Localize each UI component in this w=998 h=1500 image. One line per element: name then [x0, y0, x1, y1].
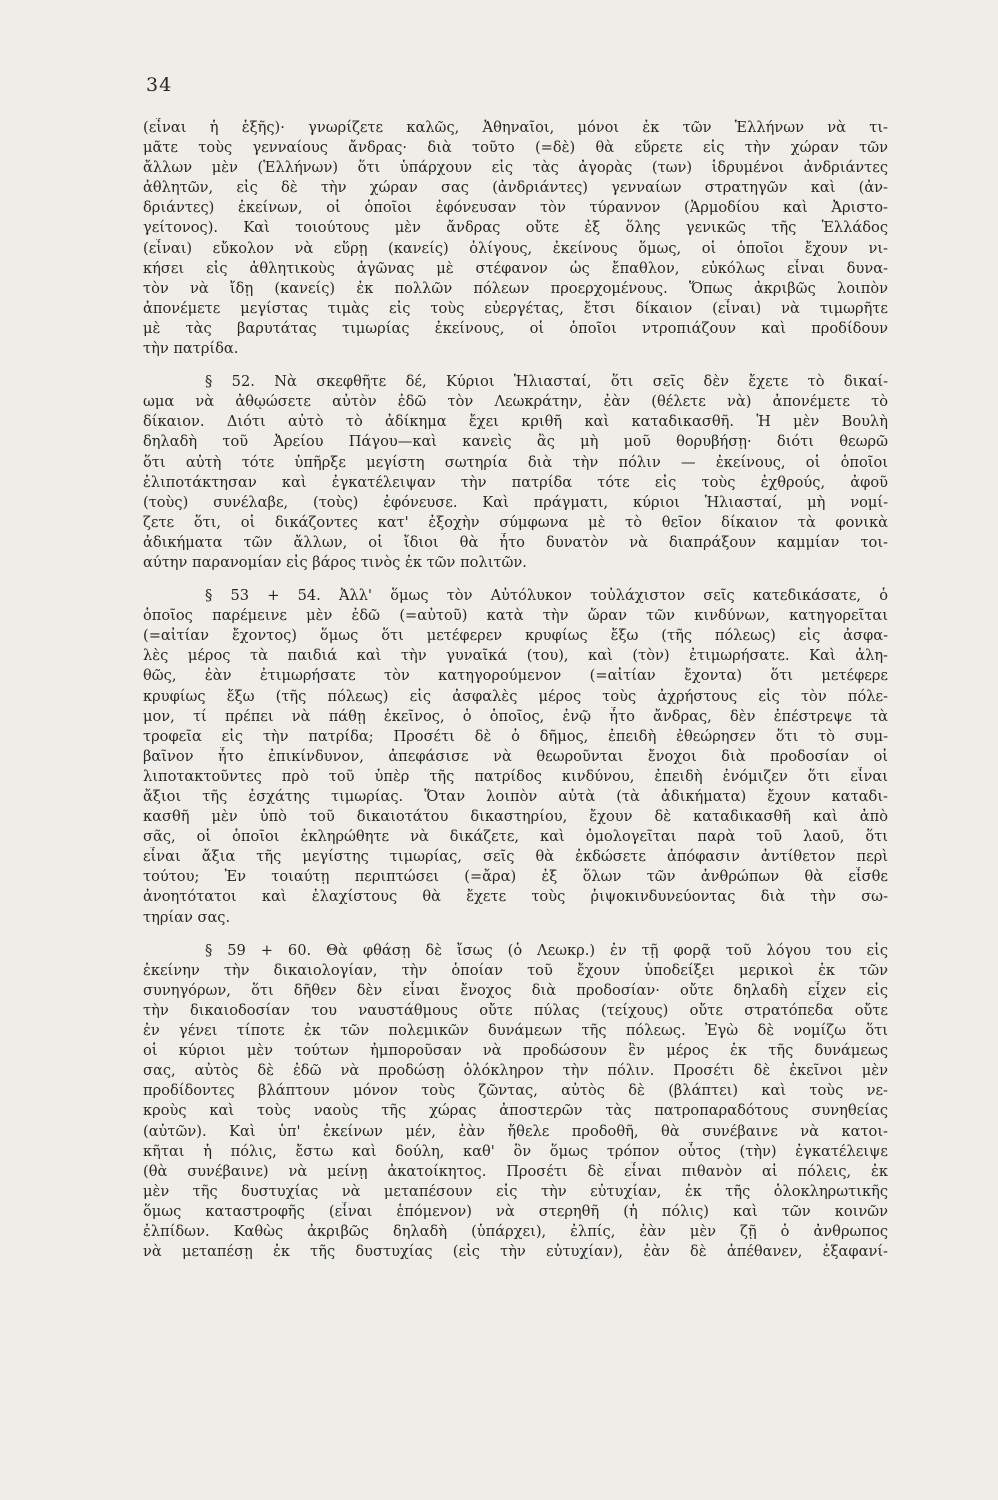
text-line: θῶς, ἐὰν ἐτιμωρήσατε τὸν κατηγορούμενον (=αἰτίαν ἔχοντα) ὅτι μετέφερε: [143, 667, 888, 685]
text-line: κῆται ἡ πόλις, ἔστω καὶ δούλη, καθ' ὃν ὅμως τρόπον οὗτος (τὴν) ἐγκατέλειψε: [143, 1142, 888, 1160]
text-line: ὅμως καταστροφῆς (εἶναι ἑπόμενον) νὰ στερηθῆ (ἡ πόλις) καὶ τῶν κοινῶν: [143, 1202, 888, 1220]
text-line: δριάντες) ἐκείνων, οἱ ὁποῖοι ἐφόνευσαν τὸν τύραννον (Ἁρμοδίου καὶ Ἀριστο-: [143, 199, 888, 217]
text-line: κήσει εἰς ἀθλητικοὺς ἀγῶνας μὲ στέφανον ὡς ἔπαθλον, εὐκόλως εἶναι δυνα-: [143, 259, 888, 277]
text-line: § 59 + 60. Θὰ φθάσῃ δὲ ἴσως (ὁ Λεωκρ.) ἐν τῇ φορᾷ τοῦ λόγου του εἰς: [205, 941, 888, 959]
text-line: ἄλλων μὲν (Ἑλλήνων) ὅτι ὑπάρχουν εἰς τὰς ἀγορὰς (των) ἱδρυμένοι ἀνδριάντες: [143, 159, 888, 177]
text-line: § 53 + 54. Ἀλλ' ὅμως τὸν Αὐτόλυκον τοὐλάχιστον σεῖς κατεδικάσατε, ὁ: [205, 587, 888, 605]
text-line: τηρίαν σας.: [143, 908, 231, 926]
page-number: 34: [146, 74, 173, 96]
paragraph-intro: [143, 118, 888, 359]
text-line: κρυφίως ἔξω (τῆς πόλεως) εἰς ἀσφαλὲς μέρος τοὺς ἀχρήστους εἰς τὸν πόλε-: [143, 687, 888, 705]
text-line: τροφεῖα εἰς τὴν πατρίδα; Προσέτι δὲ ὁ δῆμος, ἐπειδὴ ἐθεώρησεν ὅτι τὸ συμ-: [143, 727, 888, 745]
text-line: δίκαιον. Διότι αὐτὸ τὸ ἀδίκημα ἔχει κριθῆ καὶ καταδικασθῆ. Ἡ μὲν Βουλὴ: [143, 413, 888, 431]
text-line: (εἶναι ἡ ἑξῆς)· γνωρίζετε καλῶς, Ἀθηναῖοι, μόνοι ἐκ τῶν Ἑλλήνων νὰ τι-: [143, 119, 888, 136]
text-line: ἐλιποτάκτησαν καὶ ἐγκατέλειψαν τὴν πατρίδα τότε εἰς τοὺς ἐχθρούς, ἀφοῦ: [143, 473, 888, 491]
text-line: τὸν νὰ ἴδῃ (κανείς) ἐκ πολλῶν πόλεων προερχομένους. Ὅπως ἀκριβῶς λοιπὸν: [143, 279, 888, 297]
paragraph-section-52: [143, 372, 888, 573]
page-body: [143, 118, 888, 1262]
text-line: αύτην παρανομίαν εἰς βάρος τινὸς ἐκ τῶν πολιτῶν.: [143, 553, 527, 571]
text-line: (θὰ συνέβαινε) νὰ μείνῃ ἀκατοίκητος. Προσέτι δὲ εἶναι πιθανὸν αἱ πόλεις, ἐκ: [143, 1162, 888, 1180]
text-line: εἶναι ἄξια τῆς μεγίστης τιμωρίας, σεῖς θὰ ἐκδώσετε ἀπόφασιν ἀντίθετον περὶ: [143, 848, 888, 866]
text-line: μᾶτε τοὺς γενναίους ἄνδρας· διὰ τοῦτο (=δὲ) θὰ εὕρετε εἰς τὴν χώραν τῶν: [143, 139, 888, 157]
text-line: λιποτακτοῦντες πρὸ τοῦ ὑπὲρ τῆς πατρίδος κινδύνου, ἐπειδὴ ἐνόμιζεν ὅτι εἶναι: [143, 767, 888, 785]
text-line: ἀπονέμετε μεγίστας τιμὰς εἰς τοὺς εὐεργέτας, ἔτσι δίκαιον (εἶναι) νὰ τιμωρῆτε: [143, 299, 888, 317]
text-line: (=αἰτίαν ἔχοντος) ὅμως ὅτι μετέφερεν κρυφίως ἔξω (τῆς πόλεως) εἰς ἀσφα-: [143, 627, 888, 645]
text-line: δηλαδὴ τοῦ Ἀρείου Πάγου—καὶ κανεὶς ἂς μὴ μοῦ θορυβήσῃ· διότι θεωρῶ: [143, 433, 888, 451]
paragraph-section-59-60: [143, 941, 888, 1263]
text-line: ἄξιοι τῆς ἐσχάτης τιμωρίας. Ὅταν λοιπὸν αὐτὰ (τὰ ἀδικήματα) ἔχουν καταδι-: [143, 788, 888, 805]
text-line: ἐλπίδων. Καθὼς ἀκριβῶς δηλαδὴ (ὑπάρχει), ἐλπίς, ἐὰν μὲν ζῇ ὁ ἀνθρωπος: [143, 1222, 888, 1240]
text-line: συνηγόρων, ὅτι δῆθεν δὲν εἶναι ἔνοχος διὰ προδοσίαν· οὔτε δηλαδὴ εἶχεν εἰς: [143, 981, 888, 999]
text-line: ἀδικήματα τῶν ἄλλων, οἱ ἴδιοι θὰ ἦτο δυνατὸν νὰ διαπράξουν καμμίαν τοι-: [143, 533, 888, 551]
text-line: σᾶς, οἱ ὁποῖοι ἐκληρώθητε νὰ δικάζετε, καὶ ὁμολογεῖται παρὰ τοῦ λαοῦ, ὅτι: [143, 828, 888, 846]
text-line: κασθῆ μὲν ὑπὸ τοῦ δικαιοτάτου δικαστηρίου, ἔχουν δὲ καταδικασθῆ καὶ ἀπὸ: [143, 808, 888, 826]
text-line: ωμα νὰ ἀθῳώσετε αὐτὸν ἐδῶ τὸν Λεωκράτην, ἐὰν (θέλετε νὰ) ἀπονέμετε τὸ: [143, 393, 888, 411]
text-line: (αὐτῶν). Καὶ ὑπ' ἐκείνων μέν, ἐὰν ἤθελε προδοθῆ, θὰ συνέβαινε νὰ κατοι-: [143, 1122, 888, 1140]
text-line: οἱ κύριοι μὲν τούτων ἠμποροῦσαν νὰ προδώσουν ἓν μέρος ἐκ τῆς δυνάμεως: [143, 1042, 888, 1060]
text-line: τούτου; Ἐν τοιαύτῃ περιπτώσει (=ἄρα) ἐξ ὅλων τῶν ἀνθρώπων θὰ εἶσθε: [143, 868, 888, 886]
text-line: λὲς μέρος τὰ παιδιά καὶ τὴν γυναῖκά (του), καὶ (τὸν) ἐτιμωρήσατε. Καὶ ἀλη-: [143, 647, 888, 665]
text-line: ζετε ὅτι, οἱ δικάζοντες κατ' ἐξοχὴν σύμφωνα μὲ τὸ θεῖον δίκαιον τὰ φονικὰ: [143, 513, 888, 531]
text-line: νὰ μεταπέσῃ ἐκ τῆς δυστυχίας (εἰς τὴν εὐτυχίαν), ἐὰν δὲ ἀπέθανεν, ἐξαφανί-: [143, 1243, 888, 1261]
text-line: κροὺς καὶ τοὺς ναοὺς τῆς χώρας ἀποστερῶν τὰς πατροπαραδότους συνηθείας: [143, 1102, 888, 1120]
text-line: (τοὺς) συνέλαβε, (τοὺς) ἐφόνευσε. Καὶ πράγματι, κύριοι Ἡλιασταί, μὴ νομί-: [143, 493, 888, 511]
text-line: σας, αὐτὸς δὲ ἐδῶ νὰ προδώσῃ ὁλόκληρον τὴν πόλιν. Προσέτι δὲ ἐκεῖνοι μὲν: [143, 1062, 888, 1080]
text-line: ἀθλητῶν, εἰς δὲ τὴν χώραν σας (ἀνδριάντες) γενναίων στρατηγῶν καὶ (ἀν-: [143, 179, 888, 197]
text-line: (εἶναι) εὔκολον νὰ εὕρῃ (κανείς) ὀλίγους, ἐκείνους ὅμως, οἱ ὁποῖοι ἔχουν νι-: [143, 239, 888, 257]
text-line: ἐν γένει τίποτε ἐκ τῶν πολεμικῶν δυνάμεων τῆς πόλεως. Ἐγὼ δὲ νομίζω ὅτι: [143, 1022, 888, 1040]
text-line: ἀνοητότατοι καὶ ἐλαχίστους θὰ ἔχετε τοὺς ῥιψοκινδυνεύοντας διὰ τὴν σω-: [143, 888, 888, 906]
text-line: μὲ τὰς βαρυτάτας τιμωρίας ἐκείνους, οἱ ὁποῖοι ντροπιάζουν καὶ προδίδουν: [143, 319, 888, 337]
text-line: γείτονος). Καὶ τοιούτους μὲν ἄνδρας οὔτε ἐξ ὅλης γενικῶς τῆς Ἑλλάδος: [143, 219, 888, 237]
text-line: τὴν πατρίδα.: [143, 340, 239, 358]
text-line: μὲν τῆς δυστυχίας νὰ μεταπέσουν εἰς τὴν εὐτυχίαν, ἐκ τῆς ὁλοκληρωτικῆς: [143, 1182, 888, 1200]
text-line: προδίδοντες βλάπτουν μόνον τοὺς ζῶντας, αὐτὸς δὲ (βλάπτει) καὶ τοὺς νε-: [143, 1082, 888, 1100]
text-line: ὁποῖος παρέμεινε μὲν ἐδῶ (=αὐτοῦ) κατὰ τὴν ὥραν τῶν κινδύνων, κατηγορεῖται: [143, 607, 888, 625]
text-line: μον, τί πρέπει νὰ πάθῃ ἐκεῖνος, ὁ ὁποῖος, ἐνῷ ἦτο ἄνδρας, δὲν ἐπέστρεψε τὰ: [143, 707, 888, 725]
text-line: βαῖνον ἦτο ἐπικίνδυνον, ἀπεφάσισε νὰ θεωροῦνται ἔνοχοι διὰ προδοσίαν οἱ: [143, 747, 888, 765]
text-line: § 52. Νὰ σκεφθῆτε δέ, Κύριοι Ἡλιασταί, ὅτι σεῖς δὲν ἔχετε τὸ δικαί-: [205, 373, 888, 391]
text-line: ἐκείνην τὴν δικαιολογίαν, τὴν ὁποίαν τοῦ ἔχουν ὑποδείξει μερικοὶ ἐκ τῶν: [143, 961, 888, 979]
text-line: ὅτι αὐτὴ τότε ὑπῆρξε μεγίστη σωτηρία διὰ τὴν πόλιν — ἐκείνους, οἱ ὁποῖοι: [143, 453, 888, 471]
paragraph-section-53-54: [143, 586, 888, 928]
text-line: τὴν δικαιοδοσίαν του ναυστάθμους οὔτε πύλας (τείχους) οὔτε στρατόπεδα οὔτε: [143, 1001, 888, 1019]
